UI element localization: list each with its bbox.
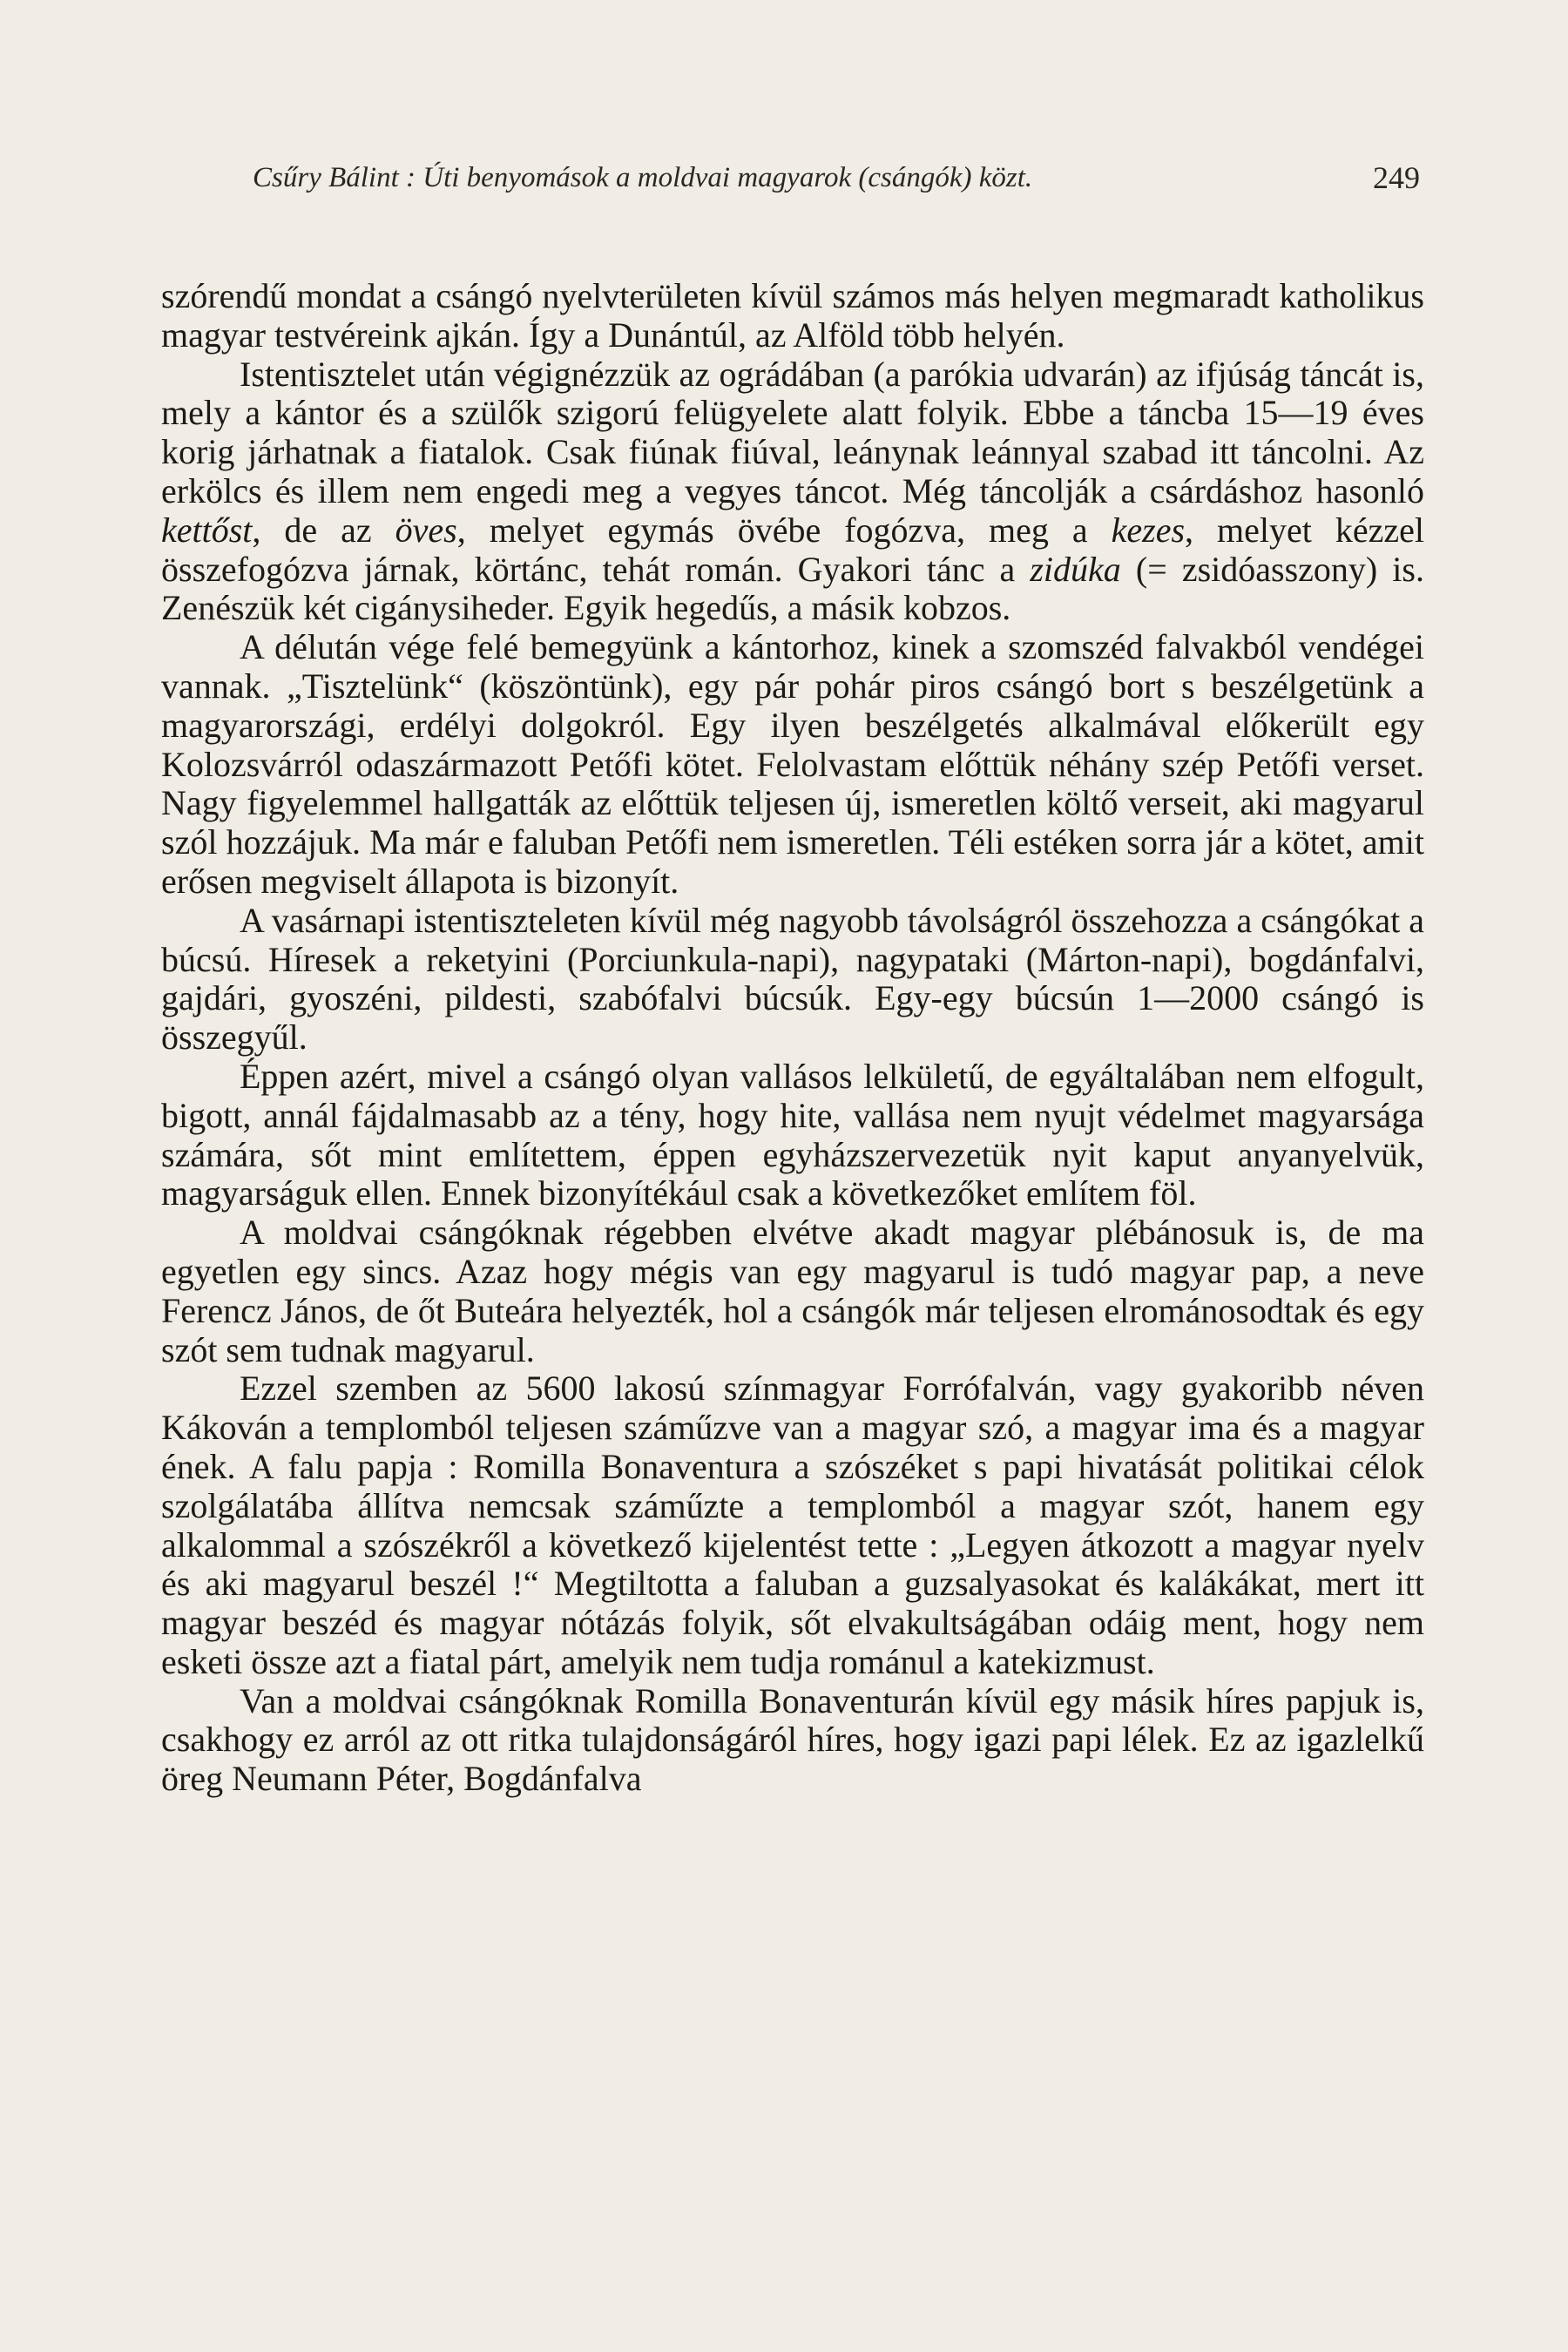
paragraph-7: Ezzel szemben az 5600 lakosú színmagyar Forrófalván, vagy gyakoribb néven Kákován a templomból teljesen száműzve van a magyar szó, a magyar ima és a magyar ének. A falu papja : Romilla Bonaventura a szószéket s papi hivatását politikai célok szolgálatába állítva nemcsak száműzte a templomból a magyar szót, hanem egy alkalommal a szószékről a következő kijelentést tette : „Legyen átkozott a magyar nyelv és aki magyarul beszél !“ Megtiltotta a faluban a guzsalyasokat és kalákákat, mert itt magyar beszéd és magyar nótázás folyik, sőt elvakultságában odáig ment, hogy nem esketi össze azt a fiatal párt, amelyik nem tudja románul a katekizmust. [161,1369,1424,1681]
paragraph-5: Éppen azért, mivel a csángó olyan vallásos lelkületű, de egyáltalában nem elfogult, bigott, annál fájdalmasabb az a tény, hogy hite, vallása nem nyujt védelmet magyarsága számára, sőt mint említettem, éppen egyházszervezetük nyit kaput anyanyelvük, magyarságuk ellen. Ennek bizonyítékául csak a következőket említem föl. [161,1056,1424,1213]
paragraph-2-text-e: (= zsidóasszony) is. Zenészük két cigánysiheder. Egyik hegedűs, a másik kobzos. [161,549,1424,628]
dance-name-kettos: kettőst [161,510,253,550]
running-header [253,153,1420,202]
dance-name-ziduka: zidúka [1030,549,1121,589]
page-number: 249 [1373,160,1420,195]
paragraph-4: A vasárnapi istentiszteleten kívül még nagyobb távolságról összehozza a csángókat a búcsú. Híresek a reketyini (Porciunkula-napi), nagypataki (Márton-napi), bogdánfalvi, gajdári, gyoszéni, pildesti, szabófalvi búcsúk. Egy-egy búcsún 1—2000 csángó is összegyűl. [161,900,1424,1058]
body-text [161,277,1424,1799]
dance-name-kezes: kezes [1111,510,1186,550]
dance-name-oves: öves [395,510,457,550]
paragraph-6: A moldvai csángóknak régebben elvétve akadt magyar plébánosuk is, de ma egyetlen egy sincs. Azaz hogy mégis van egy magyarul is tudó magyar pap, a neve Ferencz János, de őt Buteára helyezték, hol a csángók már teljesen elrománosodtak és egy szót sem tudnak magyarul. [161,1213,1424,1369]
paragraph-2 [161,355,1424,629]
paragraph-3: A délután vége felé bemegyünk a kántorhoz, kinek a szomszéd falvakból vendégei vannak. „Tisztelünk“ (köszöntünk), egy pár pohár piros csángó bort s beszélgetünk a magyarországi, erdélyi dolgokról. Egy ilyen beszélgetés alkalmával előkerült egy Kolozsvárról odaszármazott Petőfi kötet. Felolvastam előttük néhány szép Petőfi verset. Nagy figyelemmel hallgatták az előttük teljesen új, ismeretlen költő verseit, aki magyarul szól hozzájuk. Ma már e faluban Petőfi nem ismeretlen. Téli estéken sorra jár a kötet, amit erősen megviselt állapota is bizonyít. [161,627,1424,901]
paragraph-2-text-b: , de az [252,510,395,550]
paragraph-1: szórendű mondat a csángó nyelvterületen kívül számos más helyen megmaradt katholikus magyar testvéreink ajkán. Így a Dunántúl, az Alföld több helyén. [161,276,1424,355]
paragraph-2-text-d: , melyet kézzel összefogózva járnak, körtánc, tehát román. Gyakori tánc a [161,510,1424,589]
paragraph-2-text-c: , melyet egymás övébe fogózva, meg a [456,510,1112,550]
paragraph-2-text-a: Istentisztelet után végignézzük az ográdában (a parókia udvarán) az ifjúság táncát is, mely a kántor és a szülők szigorú felügyelete alatt folyik. Ebbe a táncba 15—19 éves korig járhatnak a fiatalok. Csak fiúnak fiúval, leánynak leánnyal szabad itt táncolni. Az erkölcs és illem nem engedi meg a vegyes táncot. Még táncolják a csárdáshoz hasonló [161,354,1424,510]
running-title: Csűry Bálint : Úti benyomások a moldvai magyarok (csángók) közt. [253,162,1033,193]
paragraph-8: Van a moldvai csángóknak Romilla Bonaventurán kívül egy másik híres papjuk is, csakhogy ez arról az ott ritka tulajdonságáról híres, hogy igazi papi lélek. Ez az igazlelkű öreg Neumann Péter, Bogdánfalva [161,1680,1424,1799]
